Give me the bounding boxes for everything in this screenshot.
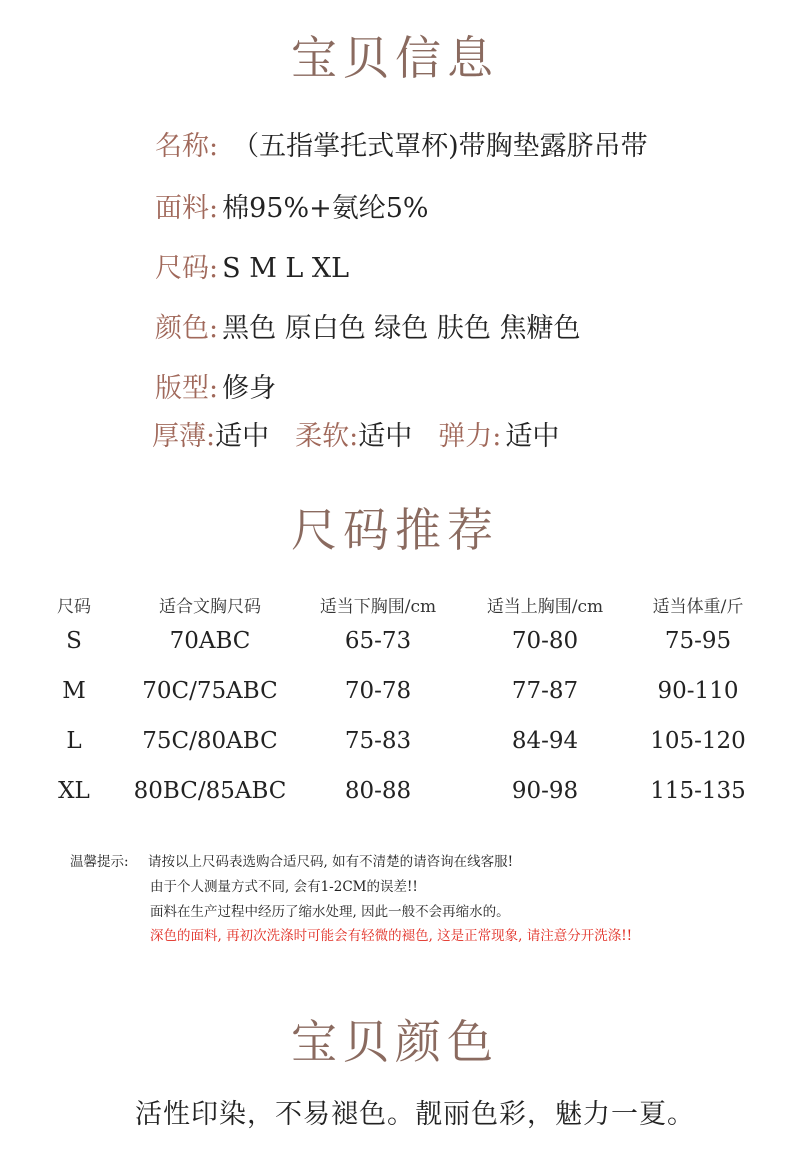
table-row: [0, 778, 790, 828]
color-section-title: 宝贝颜色: [291, 1015, 499, 1069]
bra-size-cell: 70ABC: [169, 628, 251, 654]
color-label: 颜色:: [155, 313, 219, 344]
size-cell: XL: [58, 778, 90, 804]
bust-cell: 84-94: [511, 728, 579, 754]
softness-label: 柔软:: [295, 421, 359, 452]
underbust-cell: 65-73: [344, 628, 412, 654]
size-table-header: [0, 588, 790, 628]
color-row: [155, 306, 580, 345]
fit-value: 修身: [222, 373, 277, 404]
weight-cell: 75-95: [664, 628, 732, 654]
fabric-label: 面料:: [155, 193, 219, 224]
fit-row: [155, 366, 276, 405]
table-row: [0, 678, 790, 728]
name-row: [155, 124, 648, 163]
bust-cell: 70-80: [511, 628, 579, 654]
weight-cell: 115-135: [650, 778, 746, 804]
header-cell: 适当上胸围/cm: [486, 597, 604, 617]
header-cell: 尺码: [57, 597, 91, 617]
note-warning: 深色的面料, 再初次洗涤时可能会有轻微的褪色, 这是正常现象, 请注意分开洗涤!!: [150, 928, 633, 944]
slogan-text: 活性印染，不易褪色。靓丽色彩，魅力一夏。: [135, 1099, 695, 1130]
elasticity-value: 适中: [505, 421, 560, 452]
bust-cell: 77-87: [511, 678, 579, 704]
header-cell: 适当体重/斤: [652, 597, 744, 617]
texture-row: [152, 414, 559, 453]
notes-prefix: 温馨提示:: [70, 854, 129, 870]
note-line: 由于个人测量方式不同, 会有1-2CM的误差!!: [150, 879, 418, 895]
name-value: （五指掌托式罩杯)带胸垫露脐吊带: [232, 131, 648, 162]
thickness-value: 适中: [215, 421, 270, 452]
table-row: [0, 728, 790, 778]
underbust-cell: 70-78: [344, 678, 412, 704]
fabric-value: 棉95%+氨纶5%: [222, 193, 429, 224]
elasticity-label: 弹力:: [438, 421, 502, 452]
header-cell: 适当下胸围/cm: [319, 597, 437, 617]
table-row: [0, 628, 790, 678]
weight-cell: 105-120: [650, 728, 746, 754]
bra-size-cell: 70C/75ABC: [142, 678, 278, 704]
note-line: 请按以上尺码表选购合适尺码, 如有不清楚的请咨询在线客服!: [148, 854, 514, 870]
fit-label: 版型:: [155, 373, 219, 404]
size-cell: S: [66, 628, 82, 654]
size-section-title: 尺码推荐: [291, 503, 499, 557]
bra-size-cell: 80BC/85ABC: [133, 778, 287, 804]
size-table: [0, 588, 790, 828]
header-cell: 适合文胸尺码: [159, 597, 261, 617]
name-label: 名称:: [155, 131, 219, 162]
size-value: S M L XL: [222, 253, 350, 284]
size-cell: L: [66, 728, 82, 754]
underbust-cell: 80-88: [344, 778, 412, 804]
size-label: 尺码:: [155, 253, 219, 284]
softness-value: 适中: [358, 421, 413, 452]
thickness-label: 厚薄:: [152, 421, 216, 452]
size-row: [155, 246, 349, 285]
weight-cell: 90-110: [657, 678, 739, 704]
note-line: 面料在生产过程中经历了缩水处理, 因此一般不会再缩水的。: [150, 904, 510, 920]
bra-size-cell: 75C/80ABC: [142, 728, 278, 754]
color-value: 黑色 原白色 绿色 肤色 焦糖色: [222, 313, 581, 344]
info-section-title: 宝贝信息: [291, 31, 499, 85]
bust-cell: 90-98: [511, 778, 579, 804]
underbust-cell: 75-83: [344, 728, 412, 754]
size-cell: M: [62, 678, 86, 704]
fabric-row: [155, 186, 429, 225]
